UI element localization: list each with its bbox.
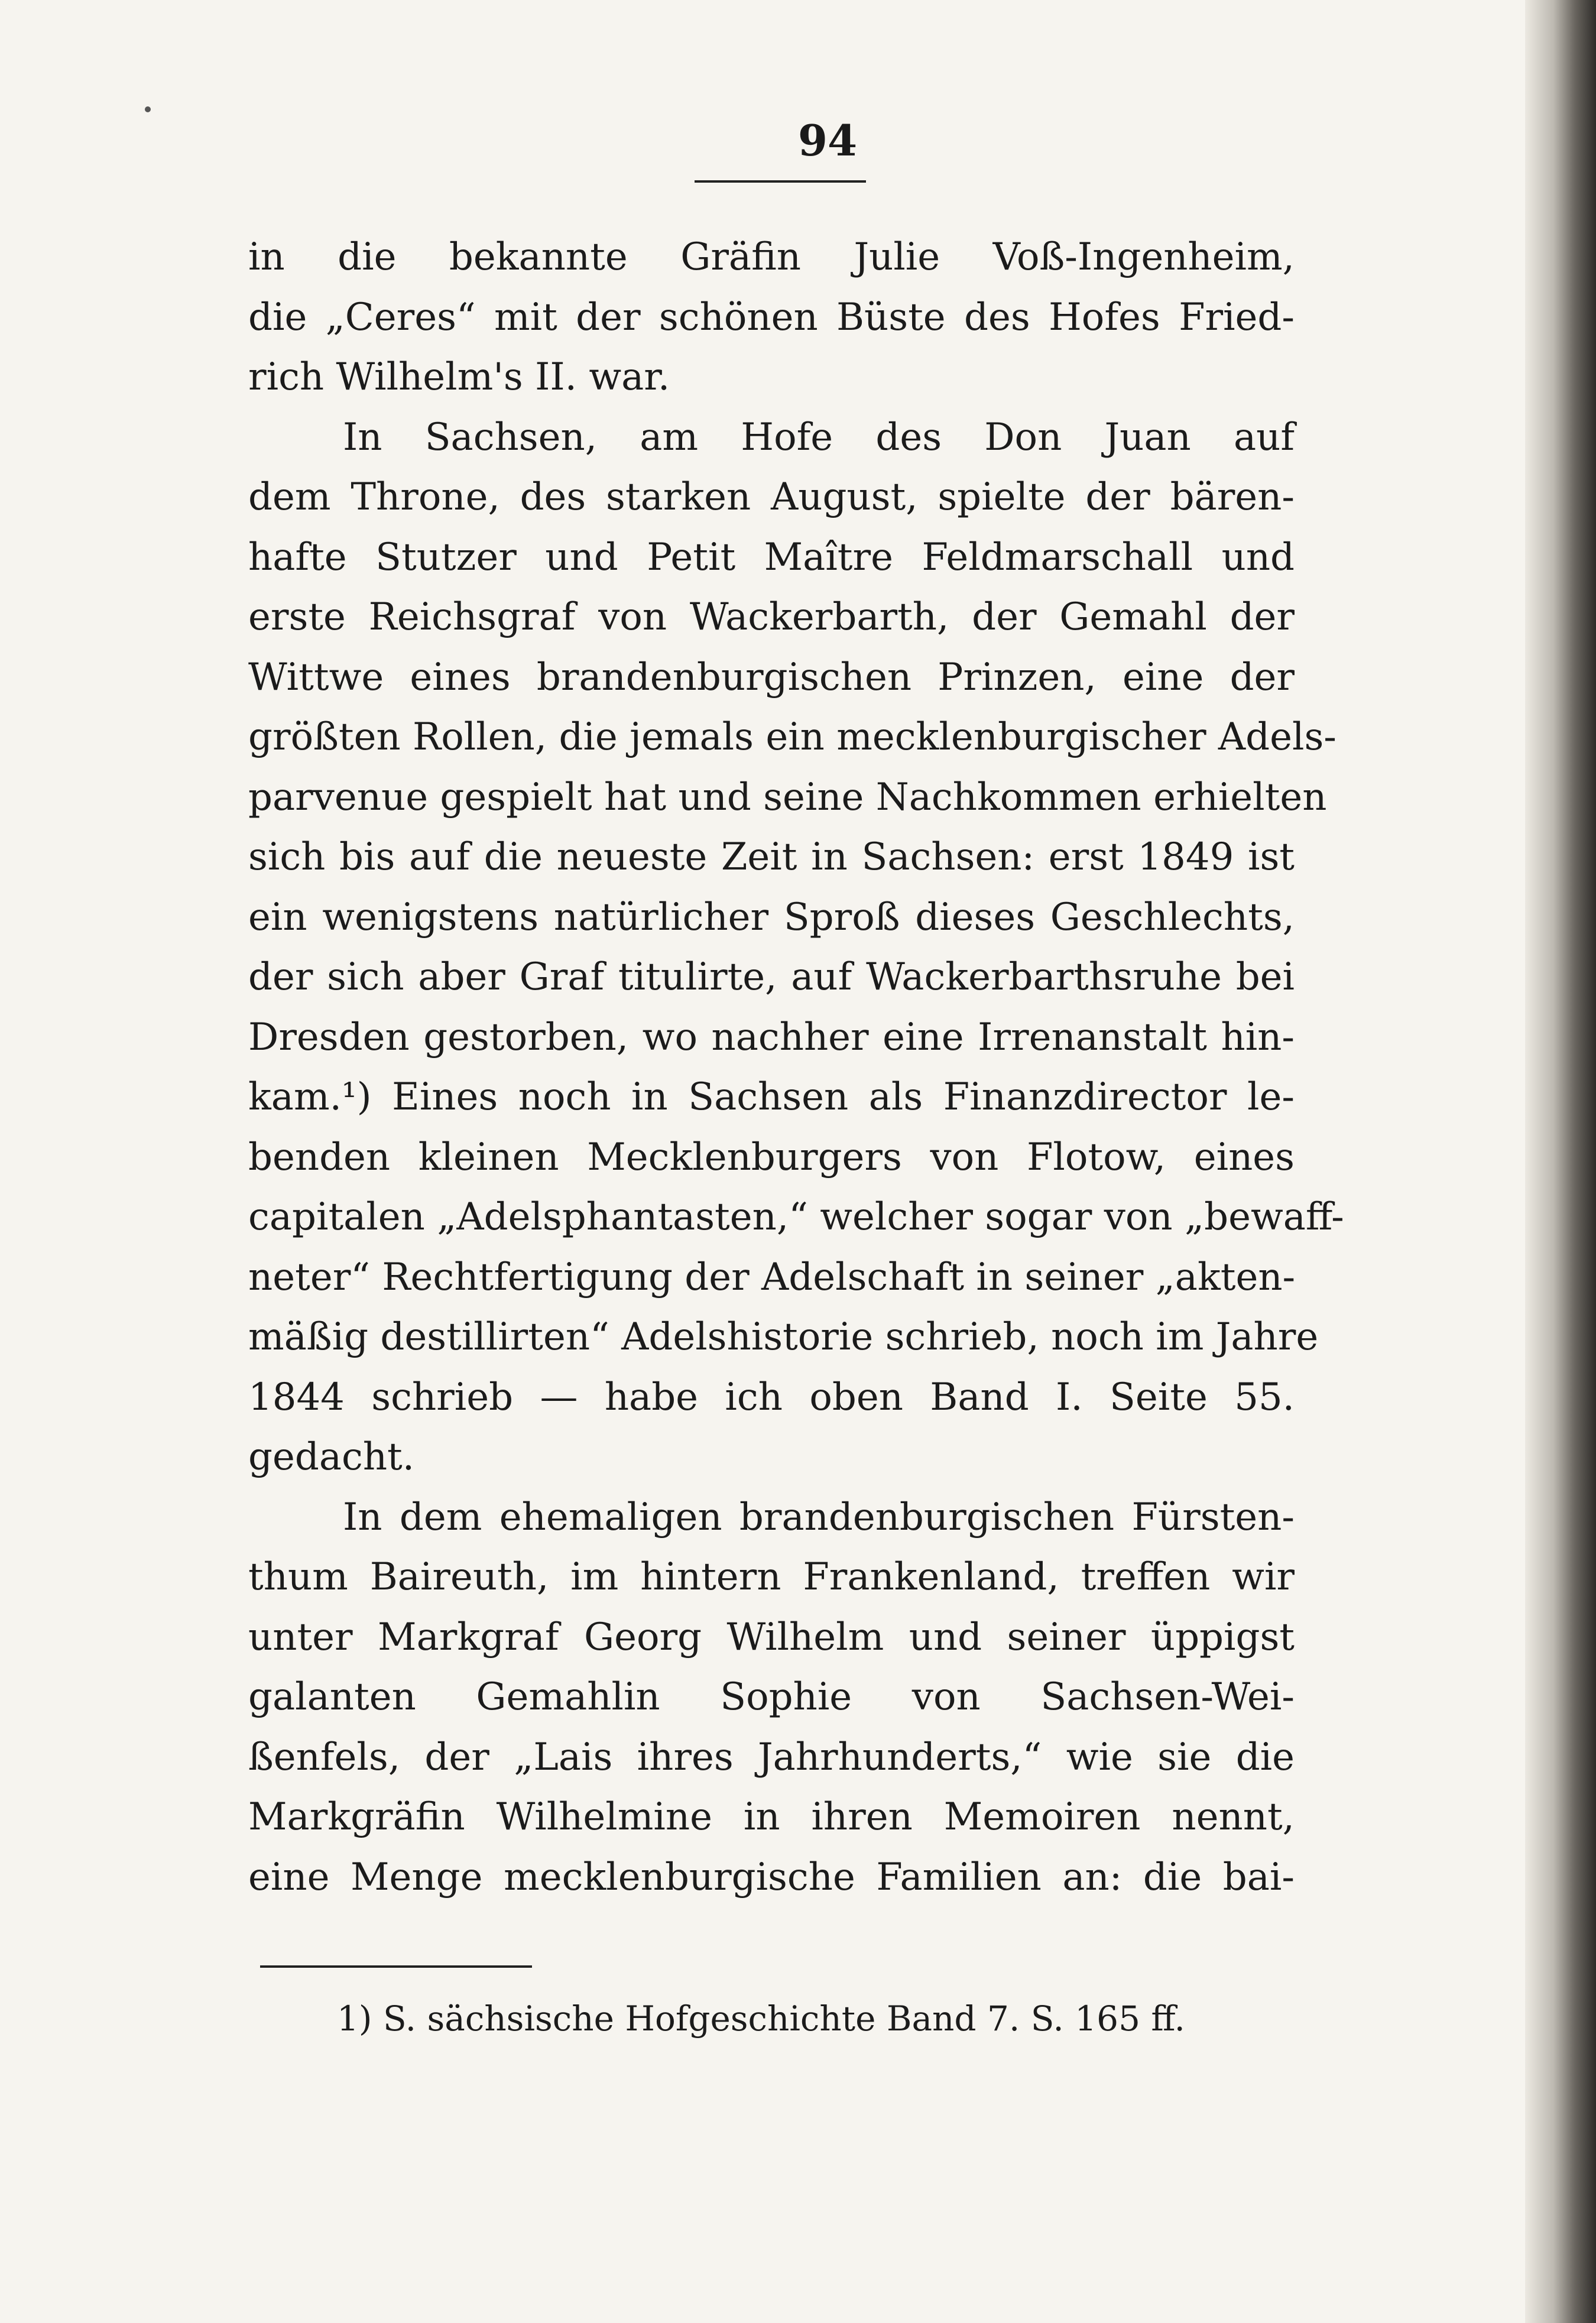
text-line: mäßig destillirten“ Adelshistorie schrieb, noch im Jahre [248,1315,1319,1359]
text-line: sich bis auf die neueste Zeit in Sachsen: erst 1849 ist [248,835,1295,879]
text-line: eine Menge mecklenburgische Familien an: die bai- [248,1855,1295,1899]
body-text [248,228,1344,1907]
text-line: neter“ Rechtfertigung der Adelschaft in seiner „akten- [248,1255,1296,1299]
text-line: In Sachsen, am Hofe des Don Juan auf [343,415,1295,459]
text-line: die „Ceres“ mit der schönen Büste des Hofes Fried- [248,295,1295,339]
text-line: unter Markgraf Georg Wilhelm und seiner üppigst [248,1615,1295,1659]
text-line: Dresden gestorben, wo nachher eine Irrenanstalt hin- [248,1015,1295,1059]
footnote: 1) S. sächsische Hofgeschichte Band 7. S. 165 ff. [337,1998,1185,2039]
text-line: rich Wilhelm's II. war. [248,355,670,399]
text-line: parvenue gespielt hat und seine Nachkommen erhielten [248,775,1327,819]
text-line: dem Throne, des starken August, spielte der bären- [248,475,1295,519]
text-line: 1844 schrieb — habe ich oben Band I. Seite 55. [248,1375,1295,1419]
text-line: In dem ehemaligen brandenburgischen Fürsten- [343,1495,1295,1539]
text-line: galanten Gemahlin Sophie von Sachsen-Wei- [248,1675,1295,1719]
page-number: 94 [797,115,858,166]
text-line: ßenfels, der „Lais ihres Jahrhunderts,“ wie sie die [248,1735,1295,1779]
text-line: Wittwe eines brandenburgischen Prinzen, eine der [248,655,1295,699]
text-line: kam.¹) Eines noch in Sachsen als Finanzdirector le- [248,1075,1295,1119]
text-line: ein wenigstens natürlicher Sproß dieses Geschlechts, [248,895,1295,939]
text-line: erste Reichsgraf von Wackerbarth, der Gemahl der [248,595,1295,639]
text-line: in die bekannte Gräfin Julie Voß-Ingenheim, [248,235,1295,279]
text-line: capitalen „Adelsphantasten,“ welcher sogar von „bewaff- [248,1195,1344,1239]
paper-speck [145,106,151,112]
text-line: Markgräfin Wilhelmine in ihren Memoiren nennt, [248,1795,1295,1839]
text-line: benden kleinen Mecklenburgers von Flotow, eines [248,1135,1295,1179]
text-line: gedacht. [248,1435,415,1479]
text-line: thum Baireuth, im hintern Frankenland, treffen wir [248,1555,1295,1599]
text-line: größten Rollen, die jemals ein mecklenburgischer Adels- [248,715,1337,759]
text-line: der sich aber Graf titulirte, auf Wackerbarthsruhe bei [248,955,1295,999]
footnote-rule [260,1965,532,1968]
header-rule [695,180,866,183]
book-spine-shadow [1525,0,1596,2323]
text-line: hafte Stutzer und Petit Maître Feldmarschall und [248,535,1295,579]
